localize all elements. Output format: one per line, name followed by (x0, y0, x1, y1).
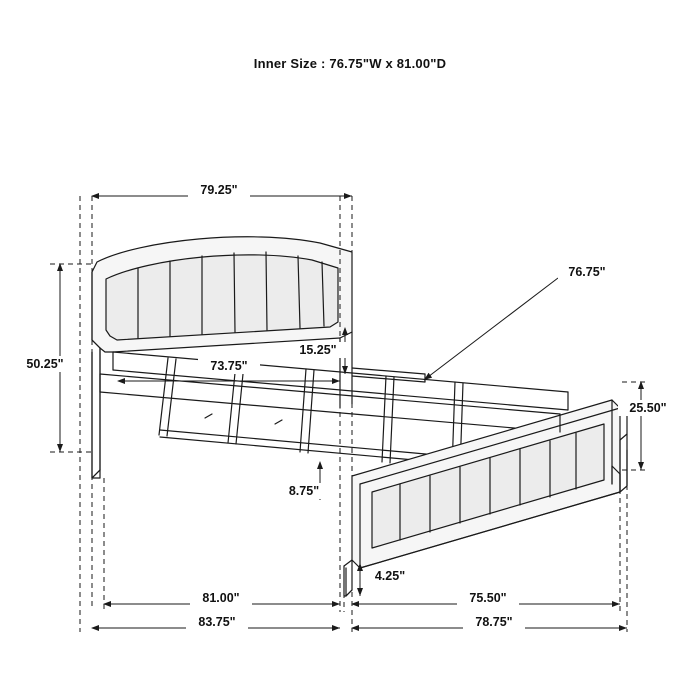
page-title: Inner Size : 76.75"W x 81.00"D (253, 56, 447, 71)
dim-footboard-width: 78.75" (475, 615, 513, 629)
dim-leg-height: 4.25" (374, 569, 406, 583)
dim-slat-clearance: 8.75" (288, 484, 320, 498)
dim-inner-depth: 81.00" (202, 591, 240, 605)
dim-footboard-height: 25.50" (629, 401, 667, 415)
dim-headboard-width: 79.25" (200, 183, 238, 197)
dim-inner-width-callout: 76.75" (568, 265, 606, 279)
dim-headboard-panel-height: 15.25" (299, 343, 337, 357)
dim-overall-height: 50.25" (26, 357, 64, 371)
dim-footboard-inner-width: 75.50" (469, 591, 507, 605)
dim-headboard-inner-width: 73.75" (210, 359, 248, 373)
dim-overall-depth: 83.75" (198, 615, 236, 629)
